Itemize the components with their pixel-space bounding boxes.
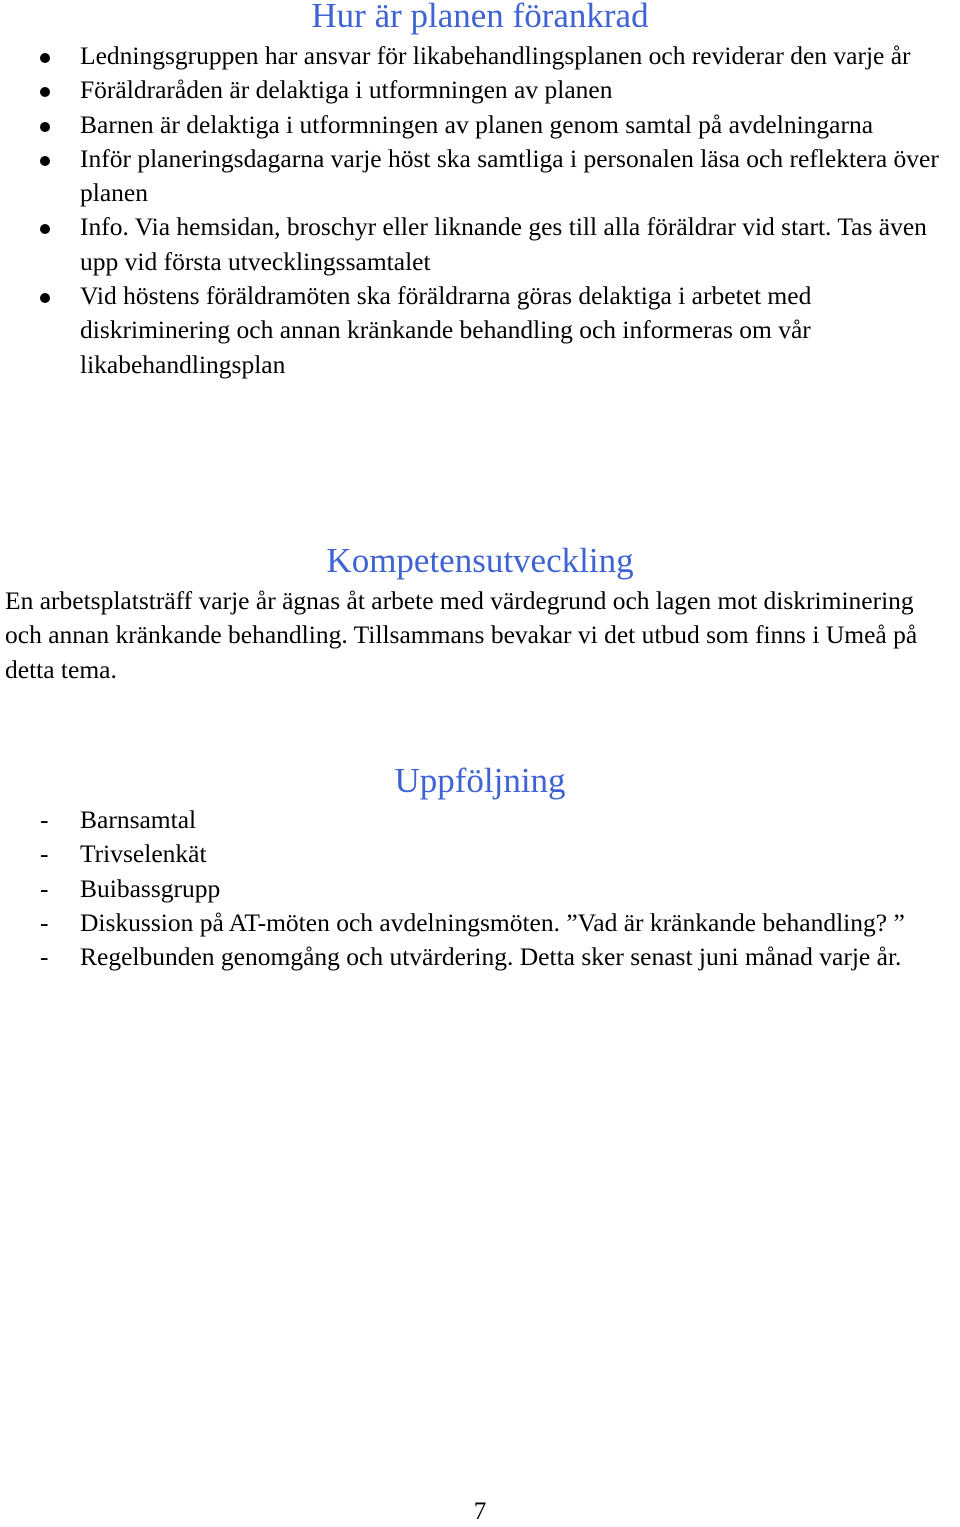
list-item <box>0 872 960 906</box>
section-heading-kompetensutveckling: Kompetensutveckling <box>326 541 634 580</box>
list-item <box>0 279 960 382</box>
bullet-icon <box>40 156 50 166</box>
uppfoljning-dash-list <box>0 803 960 974</box>
list-item-text: Info. Via hemsidan, broschyr eller liknande ges till alla föräldrar vid start. Tas även upp vid första utvecklingssamtalet <box>80 212 927 276</box>
list-item <box>0 142 960 211</box>
list-item <box>0 837 960 871</box>
bullet-icon <box>40 53 50 63</box>
dash-marker: - <box>40 873 49 903</box>
forankring-bullet-list <box>0 39 960 382</box>
list-item <box>0 210 960 279</box>
list-item-text: Trivselenkät <box>80 839 207 869</box>
bullet-icon <box>40 87 50 97</box>
section-heading-uppfoljning: Uppföljning <box>394 761 566 800</box>
list-item-text: Barnen är delaktiga i utformningen av planen genom samtal på avdelningarna <box>80 109 874 139</box>
list-item-text: Ledningsgruppen har ansvar för likabehandlingsplanen och reviderar den varje år <box>80 41 911 70</box>
dash-marker: - <box>40 942 49 972</box>
list-item-text: Regelbunden genomgång och utvärdering. Detta sker senast juni månad varje år. <box>80 942 902 972</box>
page-number: 7 <box>473 1498 487 1525</box>
list-item-text: Buibassgrupp <box>80 873 221 903</box>
dash-marker: - <box>40 839 49 869</box>
bullet-icon <box>40 293 50 303</box>
list-item-text: Föräldraråden är delaktiga i utformningen av planen <box>80 75 613 105</box>
dash-marker: - <box>40 805 49 834</box>
list-item-text: Barnsamtal <box>80 805 197 834</box>
section-heading-forankring: Hur är planen förankrad <box>311 0 649 35</box>
bullet-icon <box>40 122 50 132</box>
dash-marker: - <box>40 907 49 937</box>
list-item <box>0 39 960 73</box>
list-item <box>0 108 960 142</box>
list-item-text: Vid höstens föräldramöten ska föräldrarna göras delaktiga i arbetet med diskriminering och annan kränkande behandling och informeras om vår likabehandlingsplan <box>80 281 812 379</box>
kompetensutveckling-paragraph: En arbetsplatsträff varje år ägnas åt arbete med värdegrund och lagen mot diskriminering och annan kränkande behandling. Tillsammans bevakar vi det utbud som finns i Umeå på detta tema. <box>5 586 918 684</box>
list-item-text: Diskussion på AT-möten och avdelningsmöten. ”Vad är kränkande behandling? ” <box>80 907 905 937</box>
list-item-text: Inför planeringsdagarna varje höst ska samtliga i personalen läsa och reflektera över planen <box>80 143 939 208</box>
list-item <box>0 803 960 837</box>
list-item <box>0 940 960 974</box>
list-item <box>0 906 960 940</box>
list-item <box>0 73 960 107</box>
bullet-icon <box>40 224 50 234</box>
